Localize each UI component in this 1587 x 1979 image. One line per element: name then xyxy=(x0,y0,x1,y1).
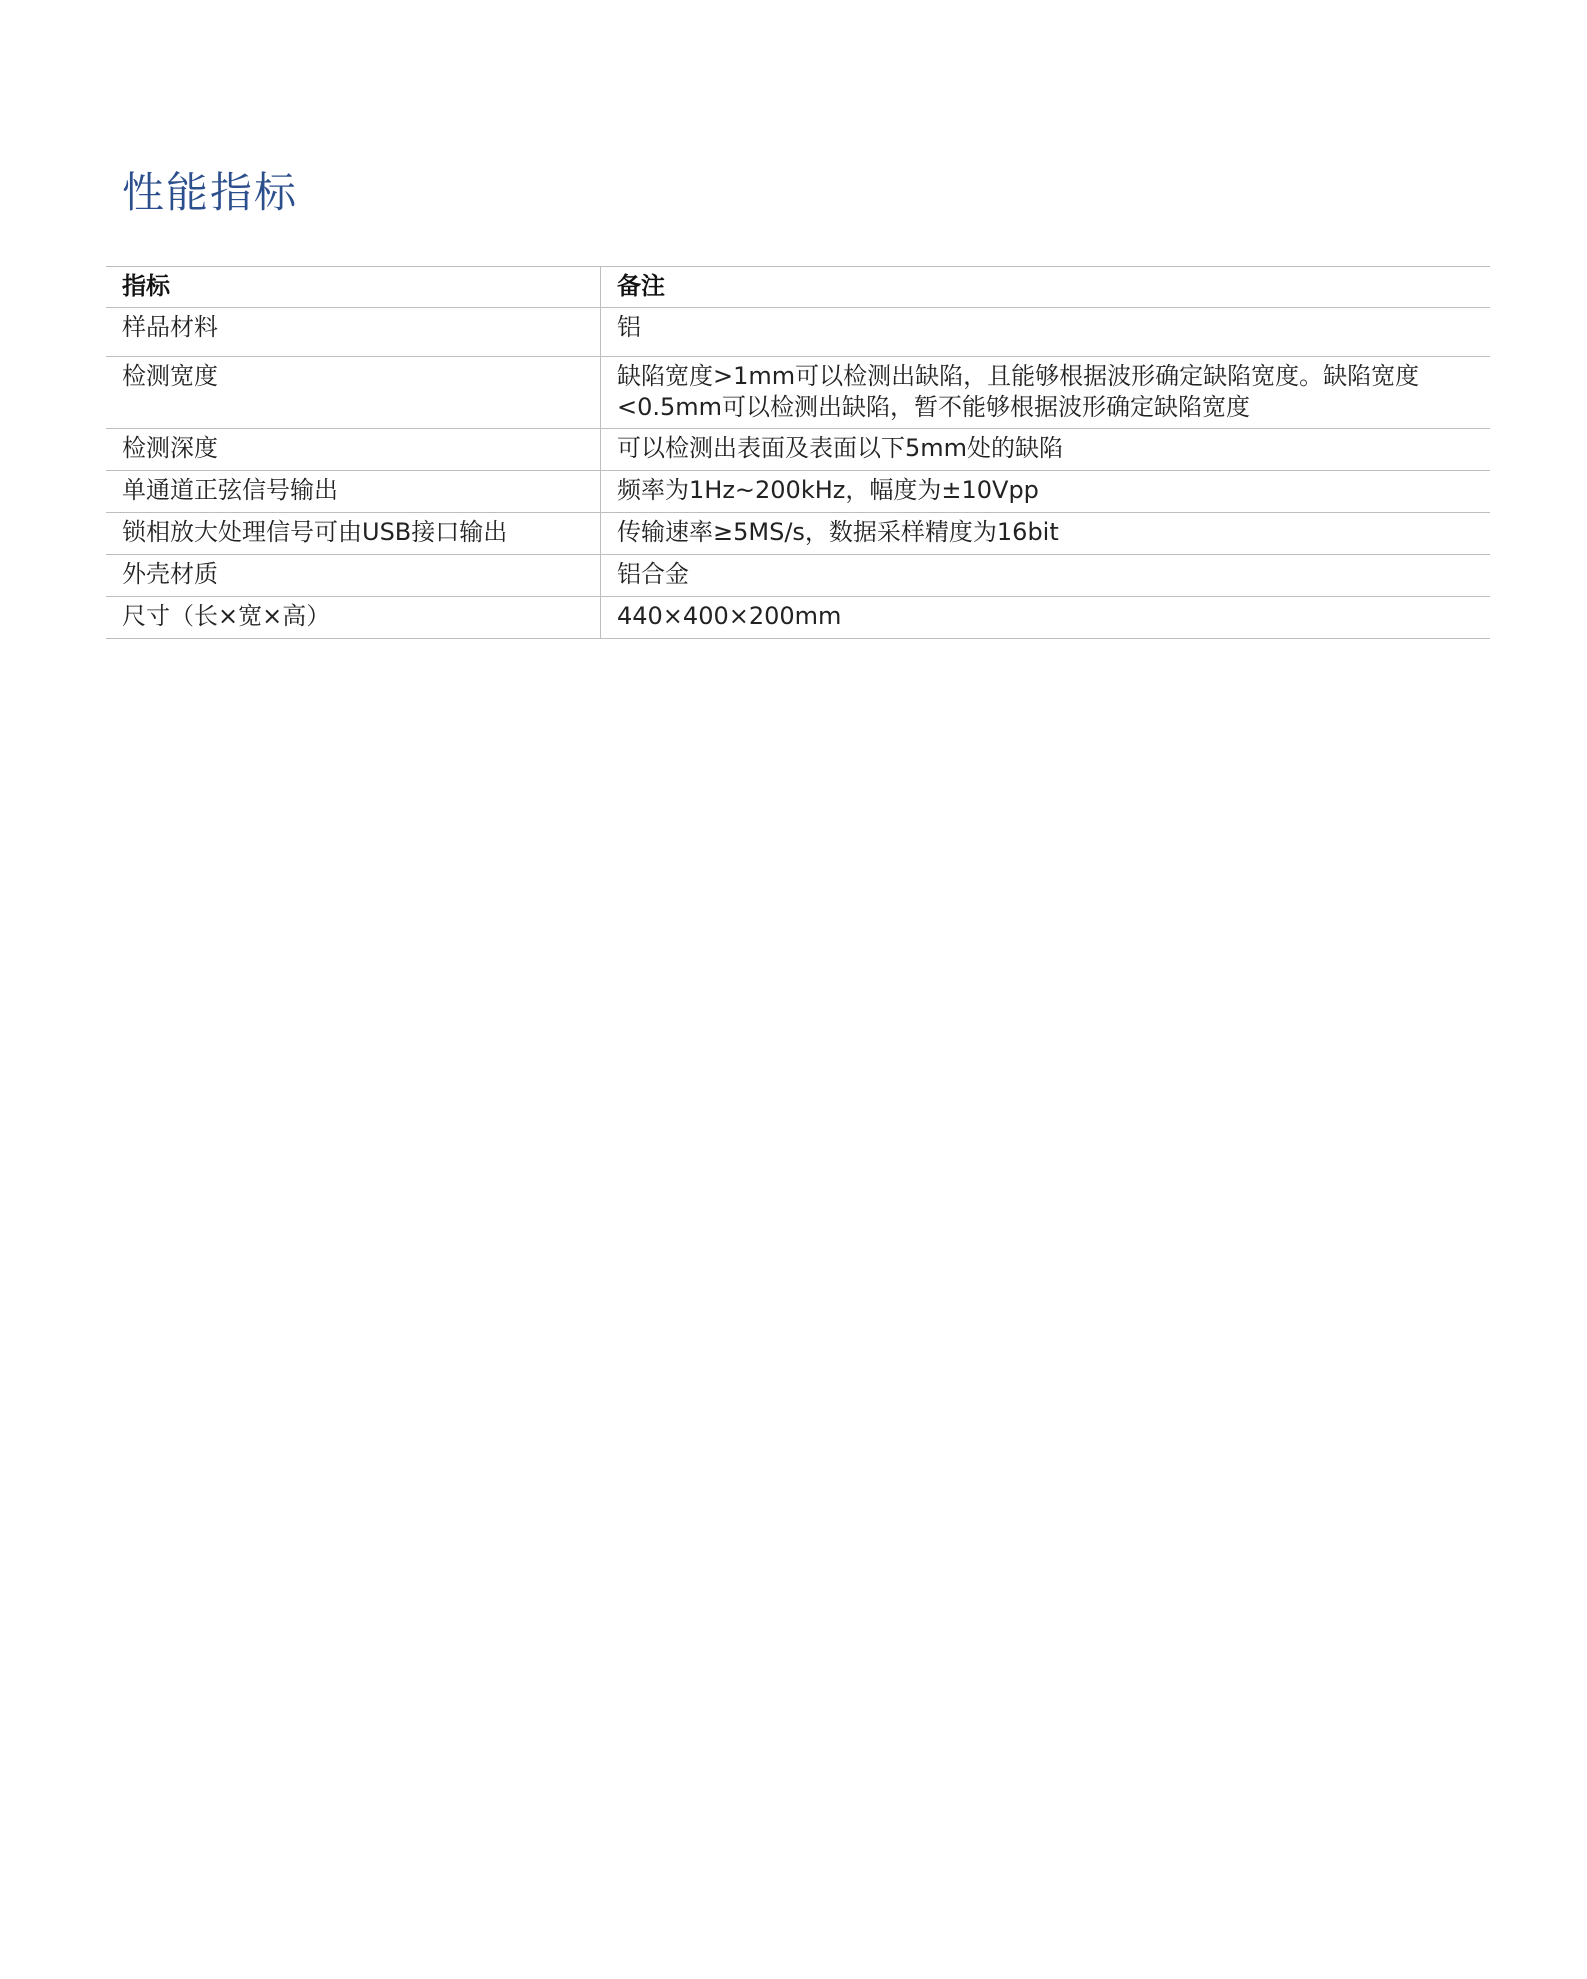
header-remark: 备注 xyxy=(601,267,1491,308)
table-row xyxy=(106,513,1490,555)
indicator-cell: 锁相放大处理信号可由USB接口输出 xyxy=(106,513,601,555)
header-indicator: 指标 xyxy=(106,267,601,308)
indicator-cell: 样品材料 xyxy=(106,307,601,356)
remark-cell: 440×400×200mm xyxy=(601,597,1491,639)
table-row xyxy=(106,356,1490,428)
table-row xyxy=(106,597,1490,639)
remark-cell: 缺陷宽度>1mm可以检测出缺陷，且能够根据波形确定缺陷宽度。缺陷宽度<0.5mm可以检测出缺陷，暂不能够根据波形确定缺陷宽度 xyxy=(601,356,1491,428)
table-row xyxy=(106,429,1490,471)
page-title: 性能指标 xyxy=(122,168,299,217)
remark-cell: 铝 xyxy=(601,307,1491,356)
indicator-cell: 外壳材质 xyxy=(106,555,601,597)
indicator-cell: 检测深度 xyxy=(106,429,601,471)
indicator-cell: 单通道正弦信号输出 xyxy=(106,471,601,513)
remark-cell: 传输速率≥5MS/s，数据采样精度为16bit xyxy=(601,513,1491,555)
table-header-row xyxy=(106,267,1490,308)
remark-cell: 频率为1Hz~200kHz，幅度为±10Vpp xyxy=(601,471,1491,513)
spec-table xyxy=(106,266,1490,639)
indicator-cell: 检测宽度 xyxy=(106,356,601,428)
table-row xyxy=(106,307,1490,356)
table-row xyxy=(106,471,1490,513)
remark-cell: 可以检测出表面及表面以下5mm处的缺陷 xyxy=(601,429,1491,471)
table-row xyxy=(106,555,1490,597)
indicator-cell: 尺寸（长×宽×高） xyxy=(106,597,601,639)
remark-cell: 铝合金 xyxy=(601,555,1491,597)
